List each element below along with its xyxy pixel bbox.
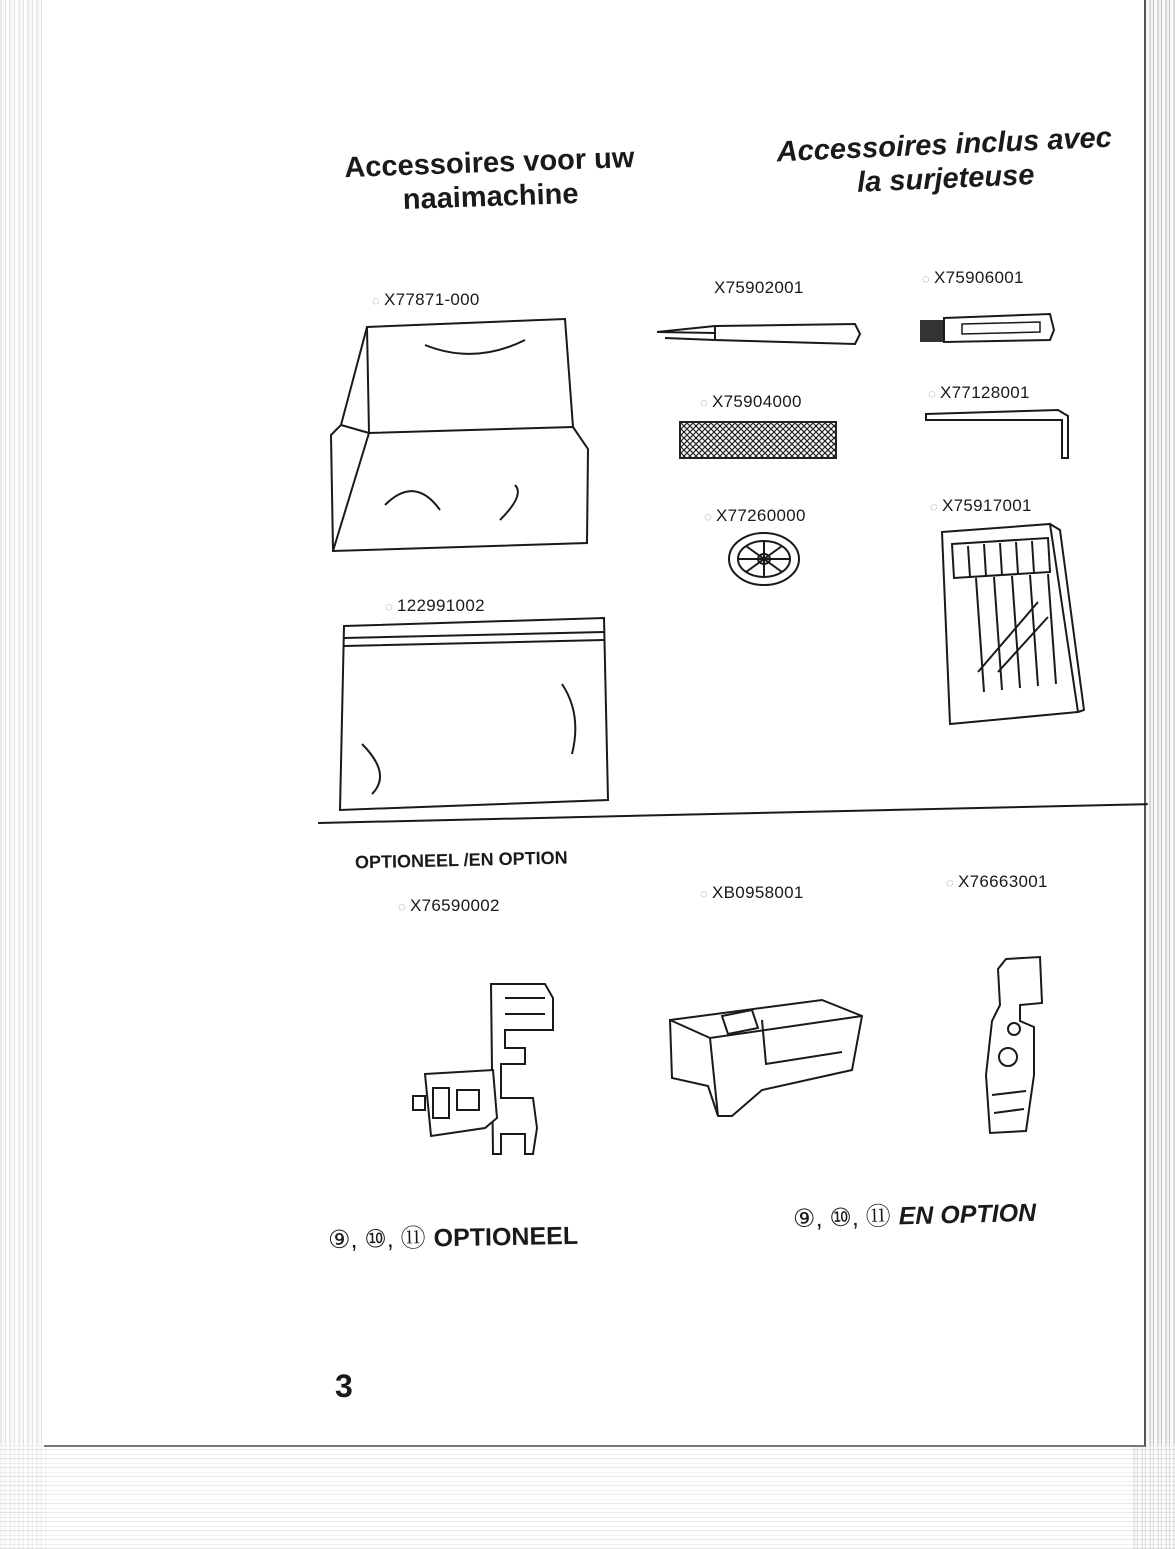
ref-circle-icon: ◌ bbox=[930, 499, 939, 514]
part-label-spool-cap bbox=[704, 506, 806, 526]
title-dutch bbox=[309, 140, 671, 221]
ref-circle-icon: ◌ bbox=[372, 293, 381, 308]
optional-note-french bbox=[793, 1193, 1037, 1235]
ref-circle-icon: ◌ bbox=[385, 599, 394, 614]
part-label-hex-key bbox=[928, 383, 1030, 403]
part-label-dust-cover bbox=[372, 290, 480, 310]
part-code: X75917001 bbox=[942, 496, 1032, 515]
page-number: 3 bbox=[335, 1368, 353, 1404]
scan-edge-bottom bbox=[0, 1444, 1175, 1549]
part-code: 122991002 bbox=[397, 596, 485, 615]
scan-edge-left bbox=[0, 0, 46, 1549]
part-code: X77871-000 bbox=[384, 290, 480, 309]
part-label-needle-pack bbox=[930, 496, 1032, 516]
ref-circle-icon: ◌ bbox=[700, 395, 709, 410]
part-code: X76590002 bbox=[410, 896, 500, 915]
net-illustration bbox=[678, 420, 840, 462]
brush-illustration bbox=[918, 310, 1058, 350]
waste-tray-illustration bbox=[662, 990, 867, 1120]
optional-section-heading: OPTIONEEL /EN OPTION bbox=[354, 847, 568, 873]
hex-key-illustration bbox=[922, 404, 1074, 464]
title-french-line-1: Accessoires inclus avec bbox=[776, 121, 1113, 169]
part-label-cording-foot bbox=[946, 872, 1048, 892]
part-label-waste-tray bbox=[700, 883, 804, 903]
tweezers-illustration bbox=[655, 318, 865, 354]
part-label-brush bbox=[922, 268, 1024, 288]
ref-circle-icon: ◌ bbox=[928, 386, 937, 401]
part-code: X76663001 bbox=[958, 872, 1048, 891]
step-number-marks: ⑨, ⑩, ⑪ bbox=[792, 1202, 892, 1234]
part-label-tweezers bbox=[714, 278, 804, 298]
title-dutch-line-1: Accessoires voor uw bbox=[343, 141, 635, 185]
dust-cover-illustration bbox=[325, 315, 600, 560]
needle-pack-illustration bbox=[938, 522, 1088, 727]
part-label-blind-stitch-foot bbox=[398, 896, 500, 916]
spool-cap-illustration bbox=[726, 530, 802, 588]
ref-circle-icon: ◌ bbox=[946, 875, 955, 890]
part-code: X75904000 bbox=[712, 392, 802, 411]
step-number-marks: ⑨, ⑩, ⑪ bbox=[327, 1224, 426, 1255]
ref-circle-icon: ◌ bbox=[704, 509, 713, 524]
part-code: X77260000 bbox=[716, 506, 806, 525]
cording-foot-illustration bbox=[970, 955, 1055, 1135]
accessory-bag-illustration bbox=[332, 614, 617, 814]
title-french-line-2: la surjeteuse bbox=[856, 159, 1036, 199]
note-text: OPTIONEEL bbox=[433, 1221, 579, 1253]
part-label-net bbox=[700, 392, 802, 412]
note-text: EN OPTION bbox=[898, 1198, 1037, 1231]
ref-circle-icon: ◌ bbox=[922, 271, 931, 286]
ref-circle-icon: ◌ bbox=[700, 886, 709, 901]
part-code: X75902001 bbox=[714, 278, 804, 297]
blind-stitch-foot-illustration bbox=[405, 978, 555, 1158]
ref-circle-icon: ◌ bbox=[398, 899, 407, 914]
part-code: X75906001 bbox=[934, 268, 1024, 287]
part-code: X77128001 bbox=[940, 383, 1030, 402]
optional-note-dutch bbox=[328, 1216, 579, 1256]
part-label-bag bbox=[385, 596, 485, 616]
title-dutch-line-2: naaimachine bbox=[402, 177, 579, 217]
part-code: XB0958001 bbox=[712, 883, 804, 902]
